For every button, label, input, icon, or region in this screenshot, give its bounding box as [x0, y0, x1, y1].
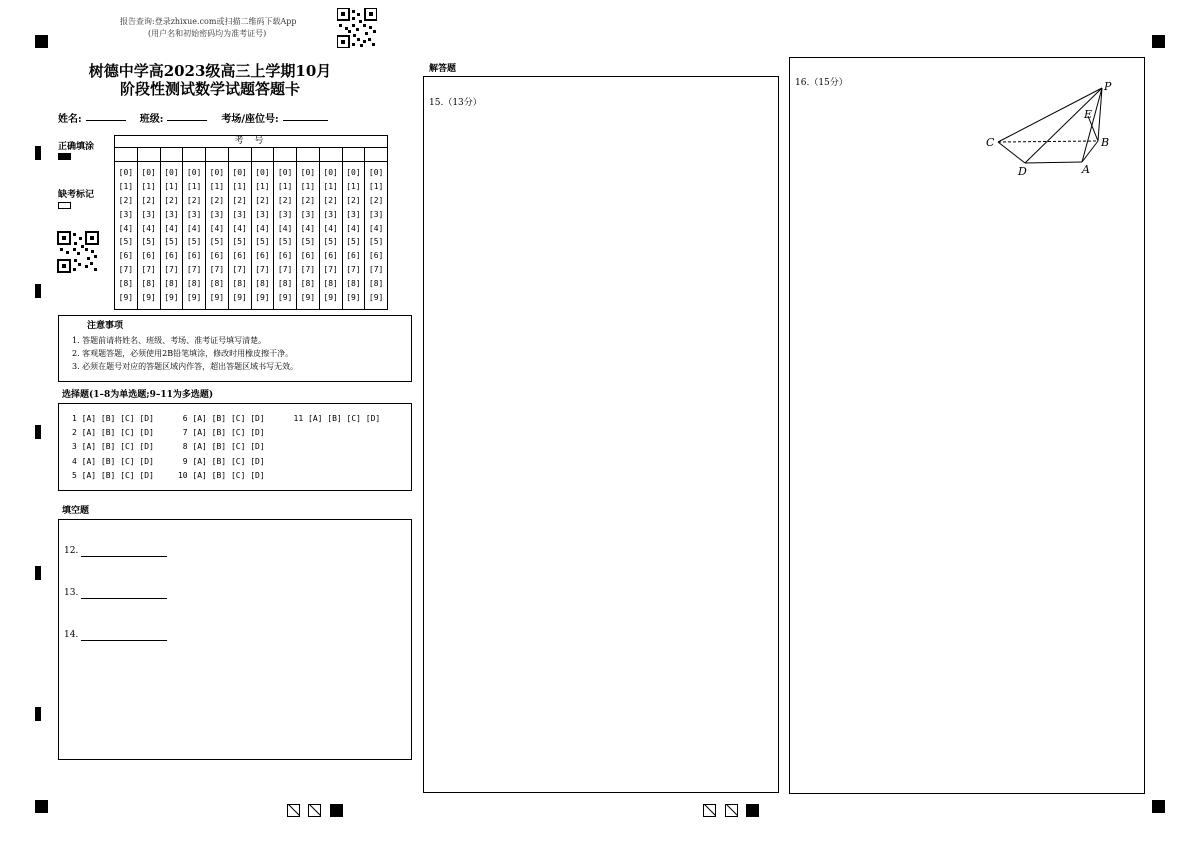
digit-bubble[interactable]: [8] [232, 279, 247, 289]
digit-bubble[interactable]: [0] [277, 167, 293, 177]
digit-bubble[interactable]: [6] [232, 251, 247, 261]
notice-title: 注意事项 [87, 321, 124, 331]
digit-bubble[interactable]: [7] [368, 265, 384, 275]
report-note-text: (用户名和初始密码均为准考证号) [148, 29, 267, 38]
exam-number-column [343, 162, 366, 309]
digit-bubble[interactable]: [8] [209, 279, 225, 289]
page-mark-crossed [703, 804, 716, 817]
choice-section-title: 选择题(1–8为单选题;9–11为多选题) [62, 390, 214, 400]
exam-number-column [183, 162, 206, 309]
digit-bubble[interactable]: [3] [300, 209, 316, 219]
digit-bubble[interactable]: [7] [209, 265, 225, 275]
digit-bubble[interactable]: [6] [346, 251, 361, 261]
correct-fill-sample [58, 153, 71, 160]
digit-bubble[interactable]: [1] [368, 181, 384, 191]
digit-bubble[interactable]: [5] [323, 237, 338, 247]
digit-bubble[interactable]: [3] [118, 209, 134, 219]
exam-number-write-row [114, 148, 388, 162]
digit-bubble[interactable]: [5] [255, 237, 270, 247]
digit-bubble[interactable]: [6] [186, 251, 202, 261]
digit-bubble[interactable]: [5] [118, 237, 134, 247]
exam-number-write-cell[interactable] [365, 148, 387, 161]
point-label-C: C [986, 136, 995, 149]
exam-number-write-cell[interactable] [252, 148, 275, 161]
digit-bubble[interactable]: [6] [164, 251, 179, 261]
point-label-P: P [1104, 80, 1112, 93]
digit-bubble[interactable]: [3] [323, 209, 338, 219]
digit-bubble[interactable]: [2] [164, 195, 179, 205]
digit-bubble[interactable]: [3] [255, 209, 270, 219]
digit-bubble[interactable]: [4] [277, 223, 293, 233]
digit-bubble[interactable]: [1] [255, 181, 270, 191]
choice-row[interactable]: 5 [A] [B] [C] [D] 10 [A] [B] [C] [D] [72, 471, 265, 480]
absent-mark-label: 缺考标记 [58, 190, 95, 200]
digit-bubble[interactable]: [7] [186, 265, 202, 275]
timing-mark [35, 146, 41, 160]
digit-bubble[interactable]: [6] [118, 251, 134, 261]
digit-bubble[interactable]: [1] [323, 181, 338, 191]
digit-bubble[interactable]: [7] [323, 265, 338, 275]
choice-box [58, 403, 412, 491]
digit-bubble[interactable]: [3] [277, 209, 293, 219]
digit-bubble[interactable]: [1] [209, 181, 225, 191]
digit-bubble[interactable]: [3] [368, 209, 384, 219]
digit-bubble[interactable]: [1] [232, 181, 247, 191]
digit-bubble[interactable]: [4] [164, 223, 179, 233]
digit-bubble[interactable]: [3] [209, 209, 225, 219]
page-mark-crossed [287, 804, 300, 817]
exam-number-write-cell[interactable] [161, 148, 184, 161]
choice-row[interactable]: 3 [A] [B] [C] [D] 8 [A] [B] [C] [D] [72, 442, 265, 451]
timing-mark [35, 425, 41, 439]
blank-answer-line-14[interactable] [81, 640, 167, 641]
page-title-line2: 阶段性测试数学试题答题卡 [119, 80, 300, 98]
digit-bubble[interactable]: [4] [300, 223, 316, 233]
digit-bubble[interactable]: [3] [346, 209, 361, 219]
digit-bubble[interactable]: [8] [164, 279, 179, 289]
name-field[interactable] [86, 110, 126, 121]
digit-bubble[interactable]: [5] [141, 237, 156, 247]
digit-bubble[interactable]: [2] [232, 195, 247, 205]
exam-number-column [320, 162, 343, 309]
exam-number-column [297, 162, 320, 309]
digit-bubble[interactable]: [5] [186, 237, 202, 247]
answer-section-title: 解答题 [429, 64, 457, 74]
digit-bubble[interactable]: [7] [164, 265, 179, 275]
exam-number-column [161, 162, 184, 309]
digit-bubble[interactable]: [0] [232, 167, 247, 177]
digit-bubble[interactable]: [2] [300, 195, 316, 205]
digit-bubble[interactable]: [0] [323, 167, 338, 177]
digit-bubble[interactable]: [5] [164, 237, 179, 247]
blank-label-13: 13. [64, 588, 79, 598]
digit-bubble[interactable]: [8] [323, 279, 338, 289]
point-label-D: D [1018, 165, 1027, 178]
fill-blank-box [58, 519, 412, 760]
report-query-text: 报告查询:登录zhixue.com或扫描二维码下载App [120, 17, 297, 26]
exam-number-column [252, 162, 275, 309]
seat-field[interactable] [283, 110, 328, 121]
point-label-E: E [1084, 108, 1093, 121]
pyramid-figure [980, 78, 1130, 188]
digit-bubble[interactable]: [9] [368, 292, 384, 302]
correct-fill-label: 正确填涂 [58, 142, 95, 152]
corner-mark-bottom-right [1152, 800, 1165, 813]
digit-bubble[interactable]: [4] [368, 223, 384, 233]
point-label-B: B [1101, 136, 1110, 149]
digit-bubble[interactable]: [7] [346, 265, 361, 275]
student-info-row [58, 110, 342, 125]
notice-box [58, 315, 412, 382]
digit-bubble[interactable]: [8] [141, 279, 156, 289]
digit-bubble[interactable]: [9] [255, 292, 270, 302]
digit-bubble[interactable]: [0] [209, 167, 225, 177]
exam-number-column [229, 162, 252, 309]
digit-bubble[interactable]: [9] [118, 292, 134, 302]
digit-bubble[interactable]: [5] [209, 237, 225, 247]
digit-bubble[interactable]: [0] [141, 167, 156, 177]
blank-label-12: 12. [64, 546, 79, 556]
exam-number-write-cell[interactable] [320, 148, 343, 161]
digit-bubble[interactable]: [1] [277, 181, 293, 191]
digit-bubble[interactable]: [5] [368, 237, 384, 247]
exam-number-write-cell[interactable] [183, 148, 206, 161]
timing-mark [35, 284, 41, 298]
class-field[interactable] [167, 110, 207, 121]
digit-bubble[interactable]: [2] [186, 195, 202, 205]
exam-number-column [138, 162, 161, 309]
digit-bubble[interactable]: [6] [255, 251, 270, 261]
digit-bubble[interactable]: [8] [346, 279, 361, 289]
choice-row[interactable]: 4 [A] [B] [C] [D] 9 [A] [B] [C] [D] [72, 457, 265, 466]
digit-bubble[interactable]: [6] [277, 251, 293, 261]
digit-bubble[interactable]: [1] [186, 181, 202, 191]
qr-code-icon [57, 231, 99, 273]
choice-row[interactable]: 1 [A] [B] [C] [D] 6 [A] [B] [C] [D] 11 [A] [B] [C] [D] [72, 414, 381, 423]
digit-bubble[interactable]: [7] [255, 265, 270, 275]
digit-bubble[interactable]: [5] [232, 237, 247, 247]
digit-bubble[interactable]: [0] [300, 167, 316, 177]
corner-mark-top-right [1152, 35, 1165, 48]
absent-mark-box[interactable] [58, 202, 71, 209]
digit-bubble[interactable]: [6] [323, 251, 338, 261]
digit-bubble[interactable]: [4] [141, 223, 156, 233]
digit-bubble[interactable]: [2] [255, 195, 270, 205]
corner-mark-bottom-left [35, 800, 48, 813]
digit-bubble[interactable]: [7] [277, 265, 293, 275]
digit-bubble[interactable]: [7] [232, 265, 247, 275]
digit-bubble[interactable]: [1] [346, 181, 361, 191]
notice-item: 3. 必须在题号对应的答题区域内作答，超出答题区域书写无效。 [72, 362, 299, 371]
exam-number-header [114, 135, 388, 148]
exam-number-write-cell[interactable] [138, 148, 161, 161]
exam-number-column [274, 162, 297, 309]
exam-number-column [365, 162, 387, 309]
digit-bubble[interactable]: [9] [323, 292, 338, 302]
notice-item: 2. 客观题答题，必须使用2B铅笔填涂，修改时用橡皮擦干净。 [72, 349, 294, 358]
q15-label: 15.（13分） [429, 98, 482, 108]
digit-bubble[interactable]: [5] [300, 237, 316, 247]
seat-label: 考场/座位号: [221, 114, 279, 125]
digit-bubble[interactable]: [9] [209, 292, 225, 302]
digit-bubble[interactable]: [2] [118, 195, 134, 205]
digit-bubble[interactable]: [4] [186, 223, 202, 233]
digit-bubble[interactable]: [7] [141, 265, 156, 275]
page-title-line1: 树德中学高2023级高三上学期10月 [88, 62, 332, 80]
digit-bubble[interactable]: [0] [346, 167, 361, 177]
digit-bubble[interactable]: [8] [368, 279, 384, 289]
digit-bubble[interactable]: [4] [232, 223, 247, 233]
digit-bubble[interactable]: [2] [323, 195, 338, 205]
exam-number-column [115, 162, 138, 309]
qr-code-icon [337, 8, 377, 48]
choice-row[interactable]: 2 [A] [B] [C] [D] 7 [A] [B] [C] [D] [72, 428, 265, 437]
page-mark-crossed [725, 804, 738, 817]
digit-bubble[interactable]: [9] [186, 292, 202, 302]
blank-answer-line-12[interactable] [81, 556, 167, 557]
exam-number-write-cell[interactable] [274, 148, 297, 161]
digit-bubble[interactable]: [6] [209, 251, 225, 261]
digit-bubble[interactable]: [6] [300, 251, 316, 261]
timing-mark [35, 566, 41, 580]
exam-number-column [206, 162, 229, 309]
blank-answer-line-13[interactable] [81, 598, 167, 599]
digit-bubble[interactable]: [2] [346, 195, 361, 205]
digit-bubble[interactable]: [8] [300, 279, 316, 289]
digit-bubble[interactable]: [2] [368, 195, 384, 205]
digit-bubble[interactable]: [1] [118, 181, 134, 191]
exam-number-bubbles [114, 162, 388, 310]
digit-bubble[interactable]: [3] [186, 209, 202, 219]
blank-label-14: 14. [64, 630, 79, 640]
fill-blank-title: 填空题 [62, 506, 90, 516]
digit-bubble[interactable]: [8] [277, 279, 293, 289]
q15-answer-area[interactable] [423, 76, 779, 793]
digit-bubble[interactable]: [4] [209, 223, 225, 233]
digit-bubble[interactable]: [2] [209, 195, 225, 205]
digit-bubble[interactable]: [9] [164, 292, 179, 302]
q16-answer-area[interactable] [789, 57, 1145, 794]
exam-number-write-cell[interactable] [115, 148, 138, 161]
digit-bubble[interactable]: [1] [300, 181, 316, 191]
class-label: 班级: [139, 114, 164, 125]
digit-bubble[interactable]: [0] [186, 167, 202, 177]
corner-mark-top-left [35, 35, 48, 48]
digit-bubble[interactable]: [4] [118, 223, 134, 233]
digit-bubble[interactable]: [9] [232, 292, 247, 302]
exam-number-write-cell[interactable] [206, 148, 229, 161]
digit-bubble[interactable]: [0] [368, 167, 384, 177]
exam-number-write-cell[interactable] [229, 148, 252, 161]
digit-bubble[interactable]: [0] [118, 167, 134, 177]
digit-bubble[interactable]: [9] [141, 292, 156, 302]
digit-bubble[interactable]: [3] [232, 209, 247, 219]
timing-mark [35, 707, 41, 721]
page-mark-filled [330, 804, 343, 817]
digit-bubble[interactable]: [6] [368, 251, 384, 261]
digit-bubble[interactable]: [1] [141, 181, 156, 191]
digit-bubble[interactable]: [4] [323, 223, 338, 233]
digit-bubble[interactable]: [7] [118, 265, 134, 275]
digit-bubble[interactable]: [2] [277, 195, 293, 205]
digit-bubble[interactable]: [4] [255, 223, 270, 233]
digit-bubble[interactable]: [3] [141, 209, 156, 219]
exam-number-title: 考 号 [234, 136, 268, 146]
digit-bubble[interactable]: [5] [277, 237, 293, 247]
digit-bubble[interactable]: [2] [141, 195, 156, 205]
digit-bubble[interactable]: [5] [346, 237, 361, 247]
digit-bubble[interactable]: [8] [118, 279, 134, 289]
exam-number-write-cell[interactable] [343, 148, 366, 161]
notice-item: 1. 答题前请将姓名、班级、考场、准考证号填写清楚。 [72, 336, 267, 345]
digit-bubble[interactable]: [3] [164, 209, 179, 219]
digit-bubble[interactable]: [4] [346, 223, 361, 233]
digit-bubble[interactable]: [9] [300, 292, 316, 302]
point-label-A: A [1082, 163, 1090, 176]
digit-bubble[interactable]: [0] [255, 167, 270, 177]
q16-label: 16.（15分） [795, 78, 848, 88]
digit-bubble[interactable]: [9] [277, 292, 293, 302]
exam-number-write-cell[interactable] [297, 148, 320, 161]
page-mark-crossed [308, 804, 321, 817]
digit-bubble[interactable]: [0] [164, 167, 179, 177]
name-label: 姓名: [58, 114, 82, 125]
digit-bubble[interactable]: [8] [186, 279, 202, 289]
digit-bubble[interactable]: [1] [164, 181, 179, 191]
page-mark-filled [746, 804, 759, 817]
digit-bubble[interactable]: [6] [141, 251, 156, 261]
digit-bubble[interactable]: [7] [300, 265, 316, 275]
digit-bubble[interactable]: [9] [346, 292, 361, 302]
digit-bubble[interactable]: [8] [255, 279, 270, 289]
